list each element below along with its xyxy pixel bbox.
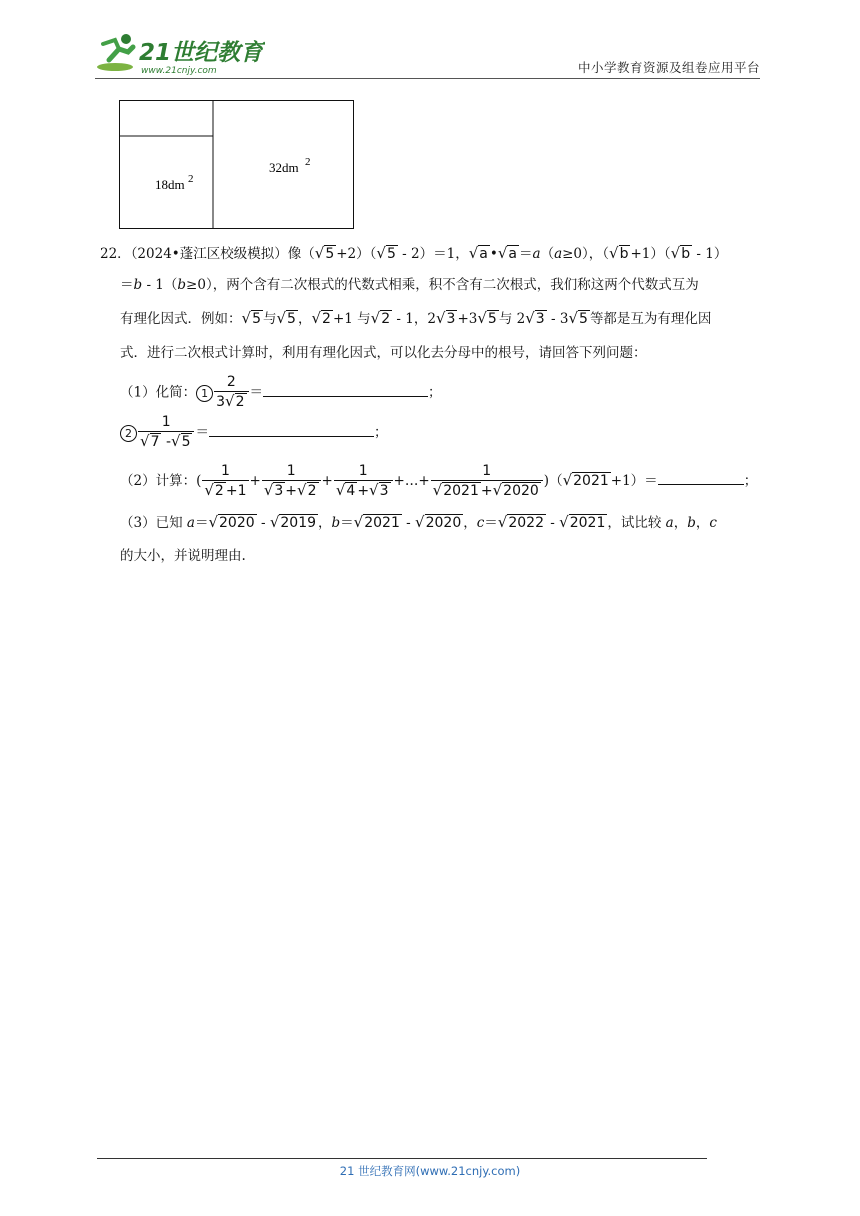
answer-blank-2[interactable] — [658, 483, 744, 485]
area-label-32-exp: 2 — [305, 156, 311, 168]
question-source: （2024•蓬江区校级模拟） — [130, 246, 288, 262]
area-label-18: 18dm — [155, 177, 185, 192]
q22-part3: （3）已知 a＝√2020 - √2019 ，b＝√2021 - √2020 ，c＝√2022 - √2021 ，试比较 a，b，c — [120, 513, 717, 531]
area-label-32: 32dm — [269, 160, 299, 175]
fraction-2: $\frac{1}{√7 -√5}$ — [138, 414, 194, 452]
fraction-term-2: $\frac{1}{√3 +√2}$ — [262, 463, 321, 501]
q22-line-2: ＝b - 1（b≥0），两个含有二次根式的代数式相乘，积不含有二次根式，我们称这两个代数式互为 — [120, 277, 699, 293]
q22-part2: （2）计算：( $\frac{1}{√2 +1}$ + $\frac{1}{√3 +√2}$ + $\frac{1}{√4 +√3}$ +…+ $\frac{1}{√2021 +√2020}$ )（√2021 +1）＝ ； — [120, 462, 758, 499]
footer-text[interactable]: 21 世纪教育网(www.21cnjy.com) — [339, 1164, 521, 1178]
fraction-term-1: $\frac{1}{√2 +1}$ — [204, 462, 247, 499]
area-label-18-exp: 2 — [188, 173, 194, 185]
fraction-term-last: $\frac{1}{√2021 +√2020}$ — [431, 463, 543, 501]
fraction-term-3: $\frac{1}{√4 +√3}$ — [334, 463, 393, 501]
answer-blank-1a[interactable] — [263, 395, 428, 397]
q22-part3-cont: 的大小，并说明理由. — [120, 548, 246, 564]
q22-part1-a: （1）化简： 1 $\frac{2}{3√2}$ ＝ ； — [120, 374, 442, 410]
answer-blank-1b[interactable] — [209, 435, 374, 437]
circle-number-1: 1 — [196, 385, 213, 402]
svg-text:www.21cnjy.com: www.21cnjy.com — [141, 66, 217, 76]
svg-text:21世纪教育: 21世纪教育 — [139, 40, 264, 66]
site-logo — [95, 30, 265, 76]
page-header — [95, 30, 760, 82]
area-diagram — [119, 100, 354, 229]
fraction-1: $\frac{2}{3√2}$ — [214, 374, 248, 412]
platform-name: 中小学教育资源及组卷应用平台 — [577, 60, 760, 75]
footer-divider — [97, 1158, 707, 1159]
q22-part1-b: 2 $\frac{1}{√7 -√5}$ ＝ ； — [120, 414, 387, 452]
header-divider — [95, 78, 760, 79]
q22-line-3: 有理化因式．例如：√5 与√5 ，√2 +1 与√2 - 1，2√3 +3√5 与 2√3 - 3√5 等都是互为有理化因 — [120, 309, 712, 327]
q22-line-4: 式．进行二次根式计算时，利用有理化因式，可以化去分母中的根号，请回答下列问题： — [120, 345, 647, 361]
q22-line-1: 22．（2024•蓬江区校级模拟）像（√5 +2）（√5 - 2）＝1，√a •√a ＝a（a≥0），（√b +1）（√b - 1） — [100, 244, 728, 262]
circle-number-2: 2 — [120, 425, 137, 442]
